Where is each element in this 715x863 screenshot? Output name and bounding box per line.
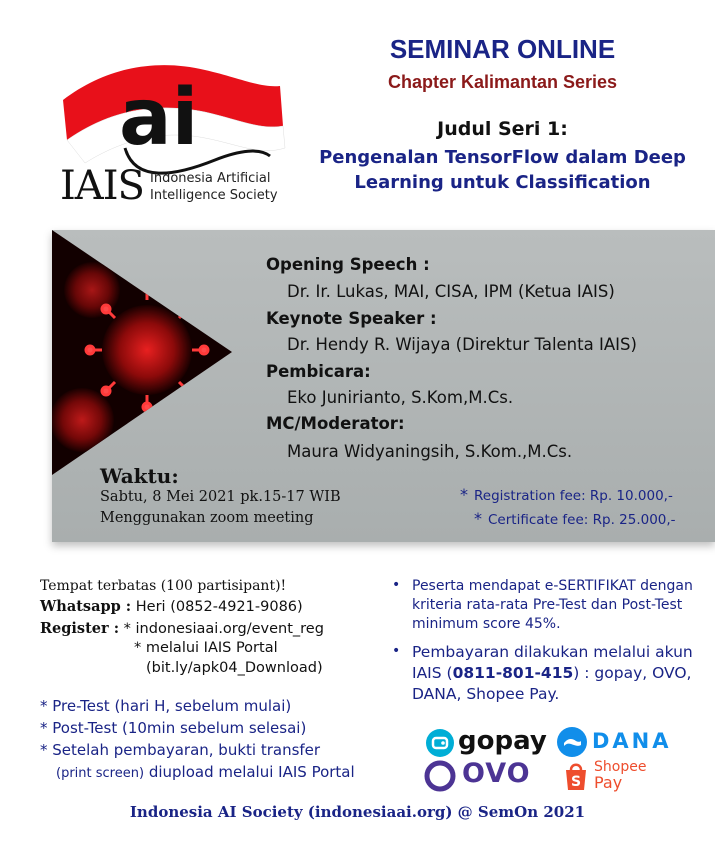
note-payment: * Setelah pembayaran, bukti transfer [40, 741, 321, 759]
series-label: Judul Seri 1: [437, 118, 568, 140]
keynote-name: Dr. Hendy R. Wijaya (Direktur Talenta IAIS) [287, 335, 637, 354]
logo-line1: Indonesia Artificial [150, 171, 271, 186]
topic-line1: Pengenalan TensorFlow dalam Deep [319, 147, 686, 168]
note-pretest: * Pre-Test (hari H, sebelum mulai) [40, 697, 292, 715]
footer-text: Indonesia AI Society (indonesiaai.org) @ SemOn 2021 [129, 803, 586, 821]
note-upload [56, 763, 355, 781]
note-upload-b: diupload melalui IAIS Portal [144, 763, 355, 781]
register-label: Register : [40, 620, 120, 637]
gopay-icon [425, 728, 455, 758]
whatsapp-row [40, 598, 303, 615]
logo-acronym: IAIS [60, 163, 144, 209]
pembicara-label: Pembicara: [266, 362, 371, 381]
waktu-medium: Menggunakan zoom meeting [100, 510, 314, 526]
bullet-payment-pre: Pembayaran dilakukan melalui akun IAIS ( [412, 643, 693, 682]
mc-name: Maura Widyaningsih, S.Kom.,M.Cs. [287, 442, 573, 461]
ovo-icon [424, 760, 456, 792]
shopee-pay-logo-text [594, 759, 646, 791]
topic-line2: Learning untuk Classification [354, 172, 651, 193]
opening-label: Opening Speech : [266, 255, 430, 274]
gopay-logo-text: gopay [458, 726, 547, 756]
register-line2: * melalui IAIS Portal [134, 640, 278, 656]
seminar-subtitle: Chapter Kalimantan Series [387, 72, 618, 92]
shopee-line1: Shopee [594, 759, 647, 775]
bullet-payment-post: ) : gopay, OVO, DANA, Shopee Pay. [412, 664, 692, 703]
whatsapp-label: Whatsapp : [40, 598, 132, 615]
note-posttest: * Post-Test (10min sebelum selesai) [40, 719, 307, 737]
svg-text:S: S [570, 774, 582, 790]
note-upload-a: (print screen) [56, 766, 145, 781]
pembicara-name: Eko Junirianto, S.Kom,M.Cs. [287, 388, 514, 407]
info-bullets [388, 577, 708, 713]
virus-image [52, 230, 232, 475]
registration-fee-text: Registration fee: Rp. 10.000,- [474, 488, 673, 504]
bullet-certificate: • Peserta mendapat e-SERTIFIKAT dengan kriteria rata-rata Pre-Test dan Post-Test minimum score 45%. [392, 577, 693, 632]
seminar-title: SEMINAR ONLINE [389, 34, 616, 64]
waktu-label: Waktu: [100, 464, 179, 488]
whatsapp-value: Heri (0852-4921-9086) [135, 599, 303, 615]
register-line1: * indonesiaai.org/event_reg [123, 621, 324, 637]
mc-label: MC/Moderator: [266, 414, 405, 433]
dana-icon [556, 726, 588, 758]
keynote-label: Keynote Speaker : [266, 309, 437, 328]
series-topic [300, 145, 705, 195]
waktu-date: Sabtu, 8 Mei 2021 pk.15-17 WIB [100, 489, 341, 505]
bullet-payment-phone: 0811-801-415 [452, 664, 574, 682]
certificate-fee: * Certificate fee: Rp. 25.000,- [474, 509, 676, 528]
dana-logo-text: DANA [592, 729, 672, 753]
certificate-fee-text: Certificate fee: Rp. 25.000,- [488, 512, 676, 528]
bullet-payment: • Pembayaran dilakukan melalui akun IAIS (0811-801-415) : gopay, OVO, DANA, Shopee Pay. [392, 643, 693, 703]
registration-fee: * Registration fee: Rp. 10.000,- [460, 485, 673, 504]
logo-line2: Intelligence Society [150, 188, 278, 203]
shopee-pay-icon [562, 760, 590, 792]
shopee-line2: Pay [594, 773, 623, 792]
logo-fullname [150, 170, 278, 204]
register-row [40, 620, 324, 637]
bullet-certificate-text: Peserta mendapat e-SERTIFIKAT dengan kriteria rata-rata Pre-Test dan Post-Test minimum score 45%. [412, 578, 693, 632]
opening-name: Dr. Ir. Lukas, MAI, CISA, IPM (Ketua IAIS) [287, 282, 615, 301]
logo-mark-text: ai [119, 73, 199, 163]
register-line3: (bit.ly/apk04_Download) [146, 660, 323, 676]
limited-seats: Tempat terbatas (100 partisipant)! [40, 578, 287, 594]
ovo-logo-text: OVO [462, 758, 531, 789]
